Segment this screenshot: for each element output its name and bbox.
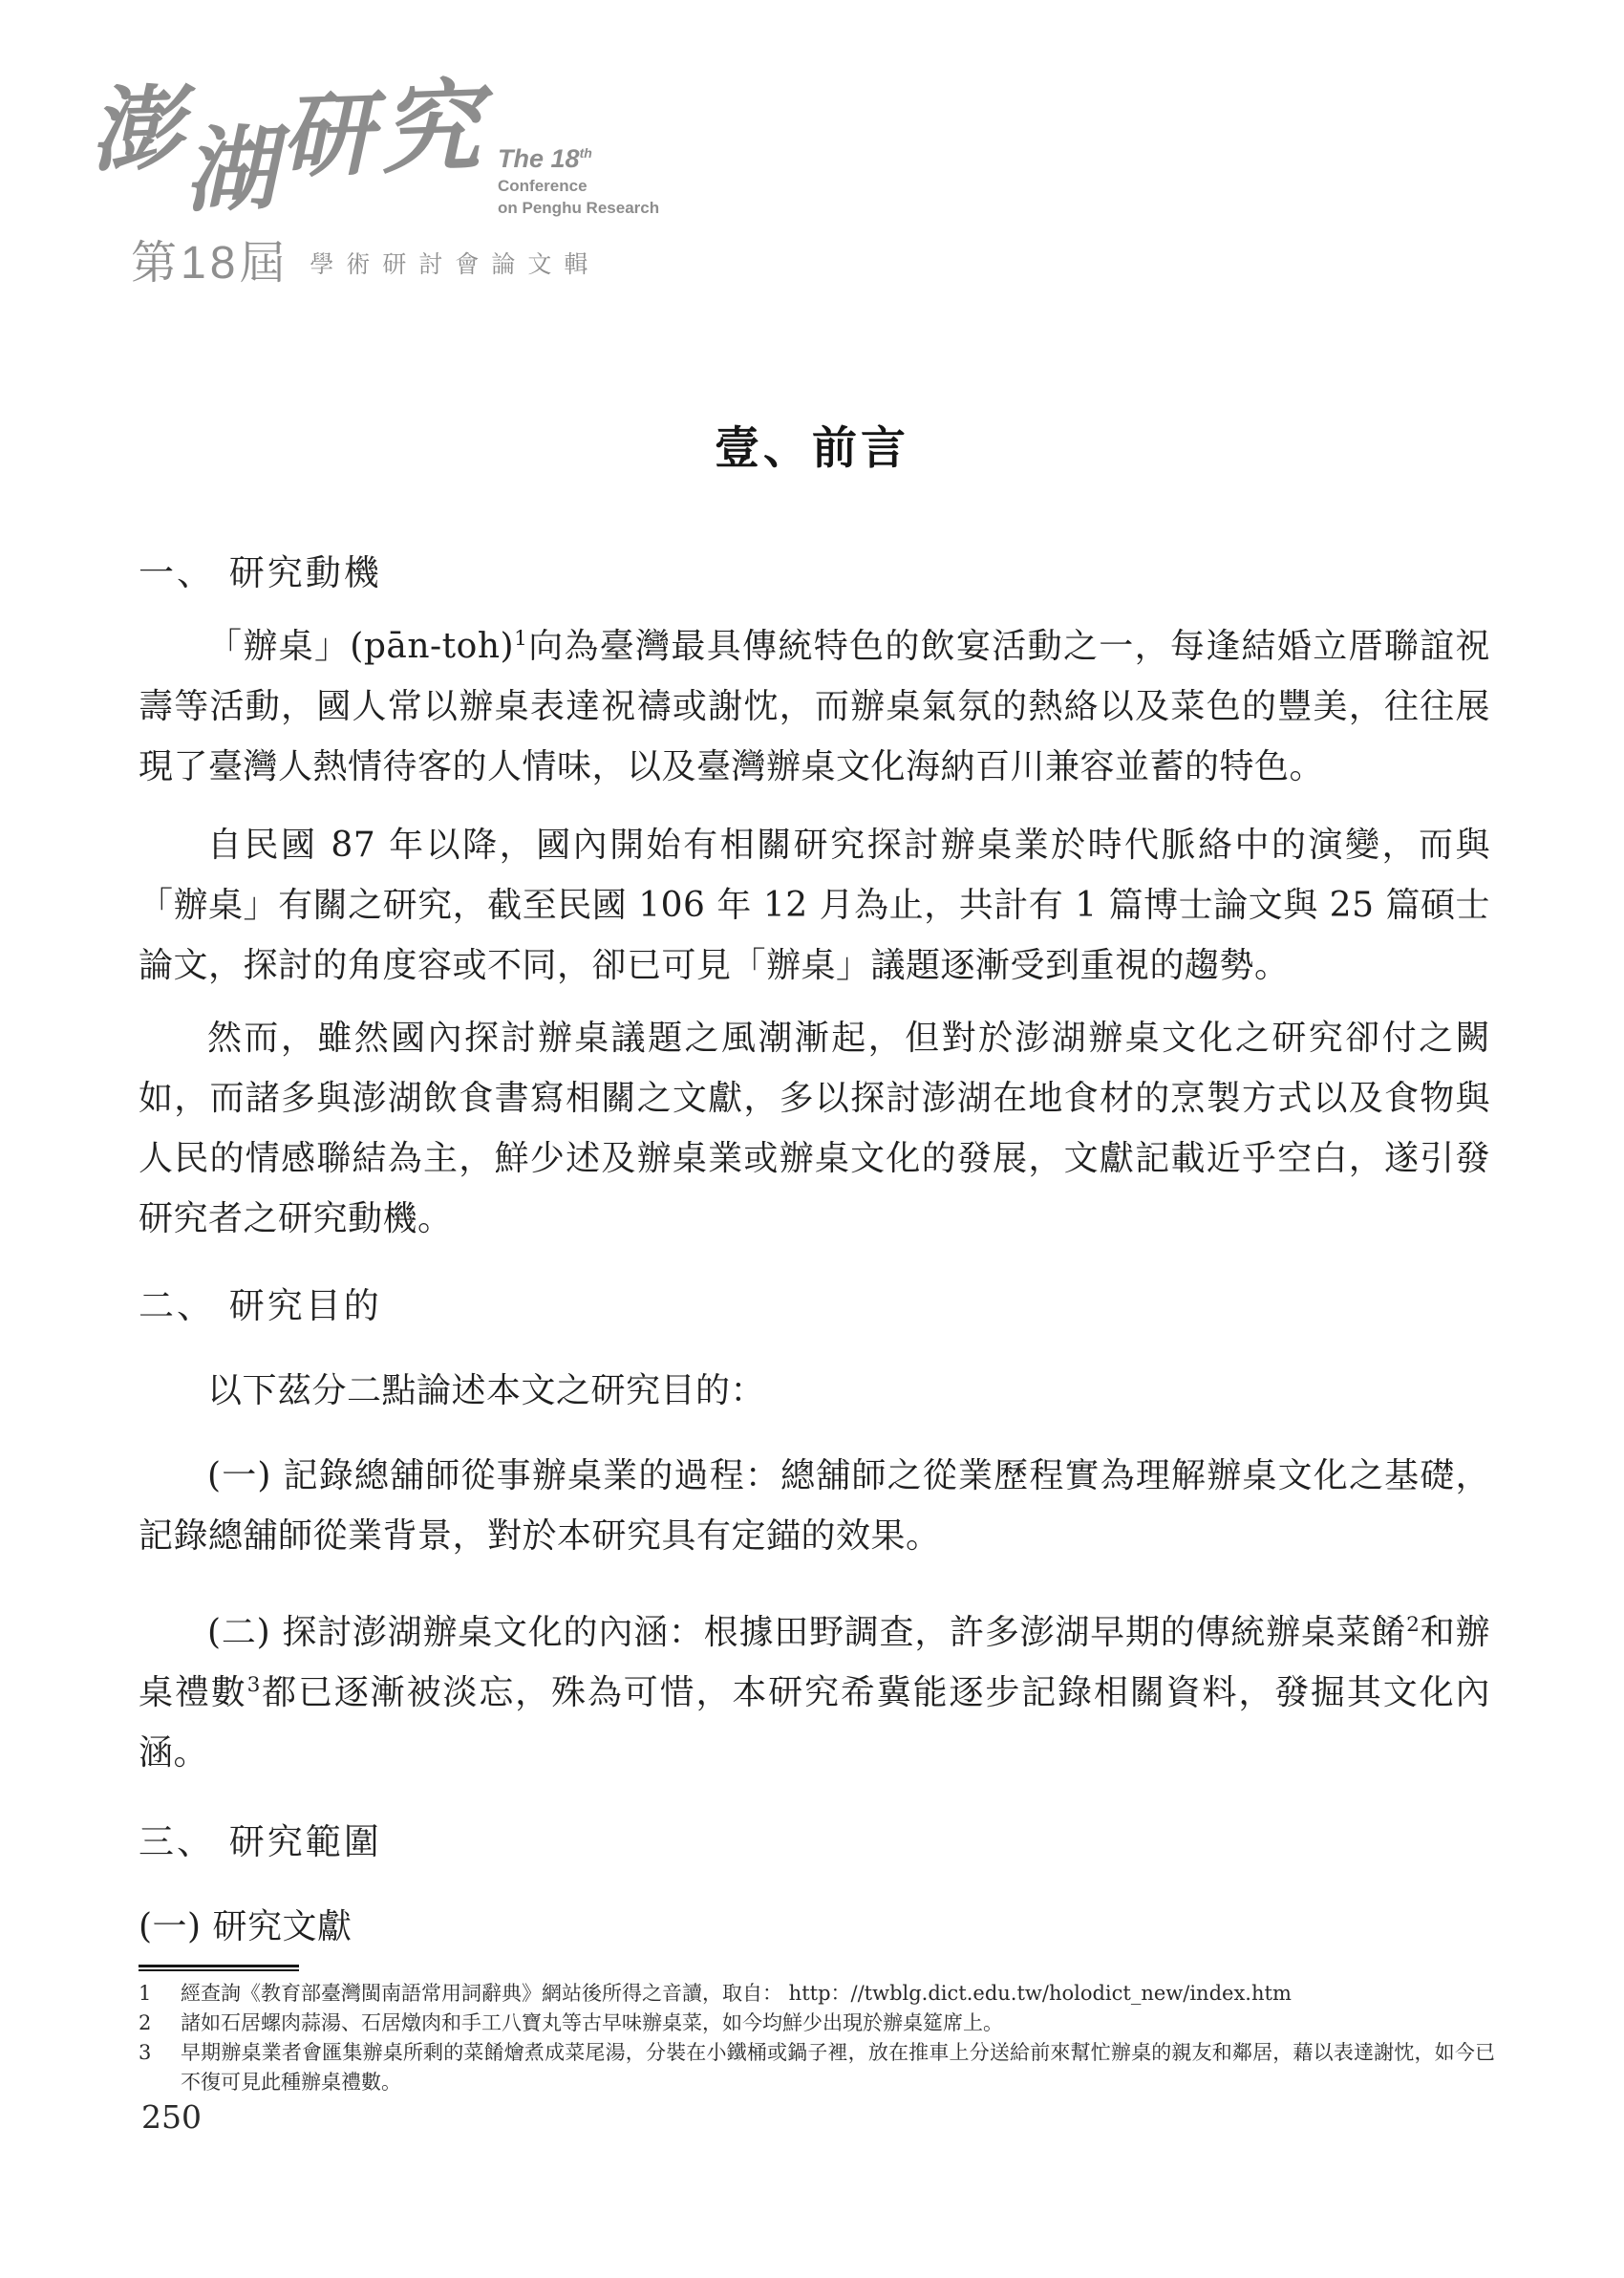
paragraph: 自民國 87 年以降，國內開始有相關研究探討辦桌業於時代脈絡中的演變，而與「辦桌」有關之研究，截至民國 106 年 12 月為止，共計有 1 篇博士論文與 25 篇碩士論文，探討的角度容或不同，卻已可見「辦桌」議題逐漸受到重視的趨勢。: [139, 826, 1490, 985]
logo-conference-subject: on Penghu Research: [498, 199, 660, 218]
paragraph-text: 都已逐漸被淡忘，殊為可惜，本研究希冀能逐步記錄相關資料，發掘其文化內涵。: [139, 1673, 1490, 1773]
footnote-number: 2: [139, 2011, 152, 2034]
section-heading-research-motive: 一、 研究動機: [139, 552, 382, 593]
logo-conference-word: Conference: [498, 177, 588, 196]
paragraph-text: (二) 探討澎湖辦桌文化的內涵：根據田野調查，許多澎湖早期的傳統辦桌菜餚: [207, 1613, 1407, 1652]
footnote-3: [139, 2038, 1495, 2097]
footnote-ref-3: 3: [246, 1673, 261, 1697]
logo-calligraphy-char: 澎: [88, 74, 184, 185]
footnote-separator: [139, 1965, 299, 1971]
logo-calligraphy: [88, 67, 482, 226]
paragraph: [139, 616, 1490, 797]
logo-calligraphy-char: 研: [279, 79, 375, 191]
footnote-text: 早期辦桌業者會匯集辦桌所剩的菜餚燴煮成菜尾湯，分裝在小鐵桶或鍋子裡，放在推車上分送給前來幫忙辦桌的親友和鄰居，藉以表達謝忱，如今已不復可見此種辦桌禮數。: [181, 2041, 1495, 2094]
paragraph: [139, 1602, 1490, 1783]
logo-calligraphy-char: 究: [378, 67, 482, 188]
paragraph-text: 向為臺灣最具傳統特色的飲宴活動之一，每逢結婚立厝聯誼祝壽等活動，國人常以辦桌表達祝禱或謝忱，而辦桌氣氛的熱絡以及菜色的豐美，往往展現了臺灣人熱情待客的人情味，以及臺灣辦桌文化海納百川兼容並蓄的特色。: [139, 627, 1490, 786]
logo-calligraphy-char: 湖: [182, 114, 278, 226]
footnote-text: 經查詢《教育部臺灣閩南語常用詞辭典》網站後所得之音讀，取自： http：//twblg.dict.edu.tw/holodict_new/index.htm: [181, 1982, 1292, 2005]
logo-edition-en: [498, 141, 659, 176]
footnote-ref-1: 1: [514, 627, 528, 651]
logo-edition-ordinal: th: [579, 145, 592, 161]
paragraph-text: 「辦桌」(pān-toh): [207, 627, 515, 666]
footnotes: [139, 1965, 1495, 2097]
page-number: 250: [141, 2098, 202, 2136]
logo-english-block: [498, 141, 659, 220]
footnote-text: 諸如石居螺肉蒜湯、石居燉肉和手工八寶丸等古早味辦桌菜，如今均鮮少出現於辦桌筵席上。: [181, 2011, 1003, 2034]
footnote-ref-2: 2: [1406, 1613, 1421, 1637]
section-heading-research-purpose: 二、 研究目的: [139, 1285, 382, 1326]
paragraph: (一) 記錄總舖師從事辦桌業的過程：總舖師之從業歷程實為理解辦桌文化之基礎，記錄總舖師從業背景，對於本研究具有定錨的效果。: [139, 1456, 1490, 1556]
paragraph: 以下茲分二點論述本文之研究目的：: [207, 1371, 766, 1410]
paragraph: 然而，雖然國內探討辦桌議題之風潮漸起，但對於澎湖辦桌文化之研究卻付之闕如，而諸多與澎湖飲食書寫相關之文獻，多以探討澎湖在地食材的烹製方式以及食物與人民的情感聯結為主，鮮少述及辦桌業或辦桌文化的發展，文獻記載近乎空白，遂引發研究者之研究動機。: [139, 1019, 1490, 1238]
logo-series-title: 學術研討會論文輯: [310, 250, 601, 278]
paragraph-text: 和辦桌禮數: [139, 1613, 1490, 1712]
logo-series-edition: 第18屆: [131, 238, 289, 290]
subsection-heading-literature: (一) 研究文獻: [139, 1907, 353, 1946]
footnote-number: 3: [139, 2041, 152, 2064]
logo-series-line: [131, 226, 659, 291]
footnote-number: 1: [139, 1982, 152, 2005]
logo-edition-number: The 18: [498, 144, 580, 173]
document-body: [139, 543, 1490, 1957]
section-heading-research-scope: 三、 研究範圍: [139, 1821, 382, 1862]
page-title: 壹、前言: [715, 422, 909, 475]
conference-logo: [88, 67, 660, 291]
footnote-1: [139, 1979, 1495, 2009]
footnote-2: [139, 2009, 1495, 2038]
